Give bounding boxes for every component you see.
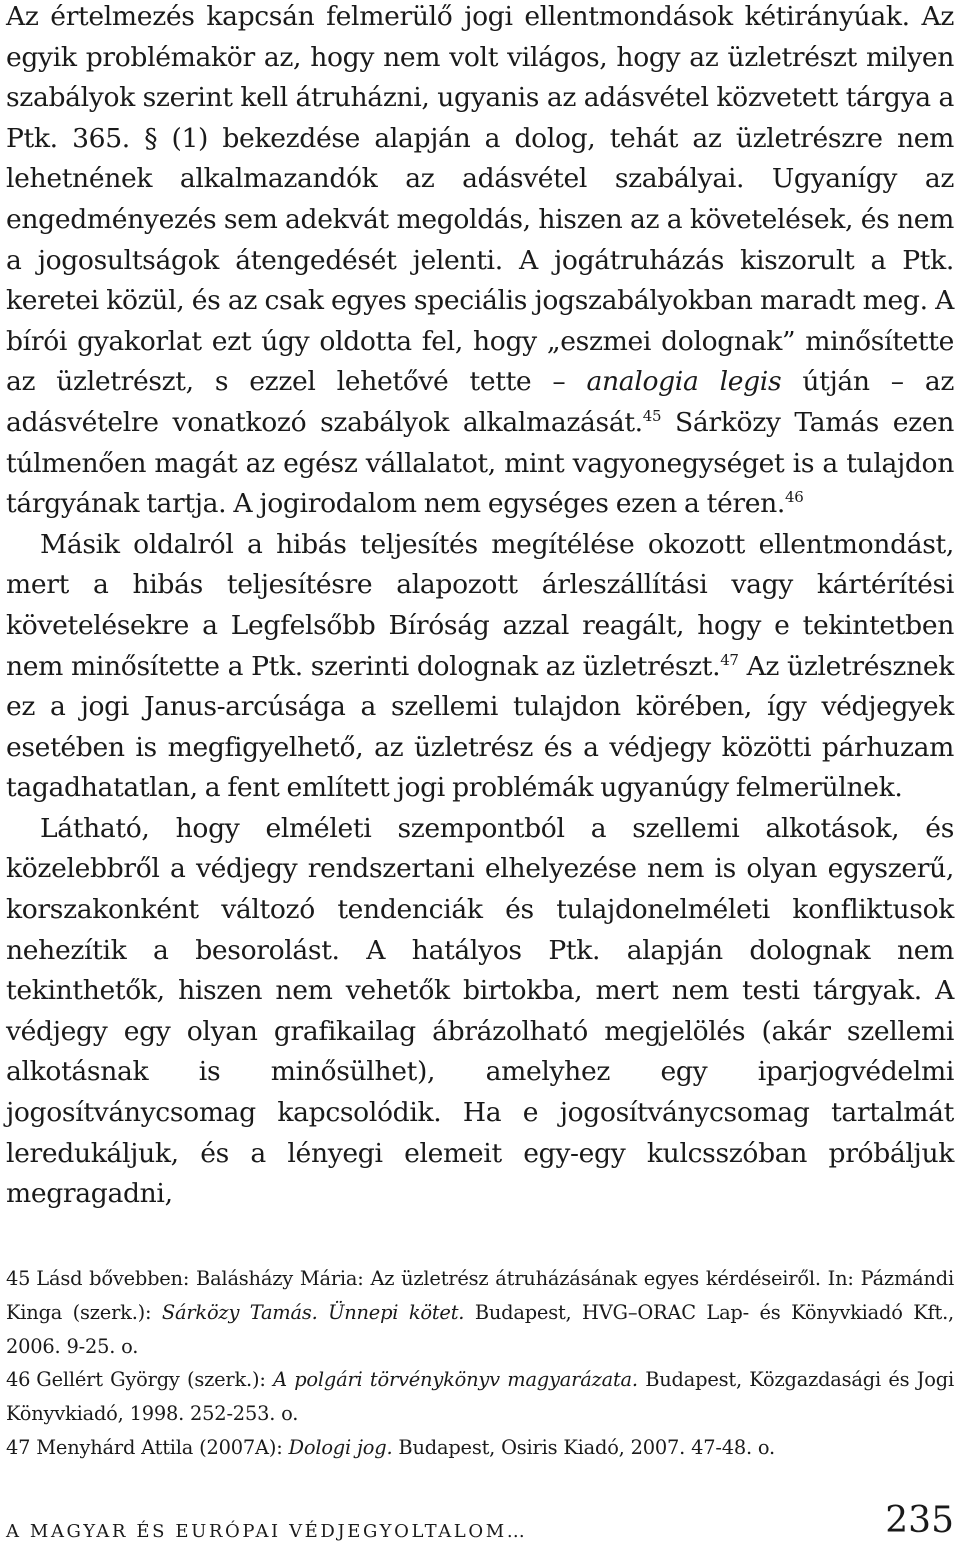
page-footer <box>6 1500 954 1550</box>
footnote-47 <box>6 1431 954 1465</box>
footnotes <box>6 1262 954 1465</box>
body-text <box>6 0 954 1215</box>
italic-term: analogia legis <box>586 366 782 398</box>
footnote-number: 45 <box>6 1267 31 1290</box>
footnote-title: Dologi jog. <box>288 1435 393 1459</box>
running-head: A MAGYAR ÉS EURÓPAI VÉDJEGYOLTALOM… <box>6 1521 528 1542</box>
footnote-title: Sárközy Tamás. Ünnepi kötet. <box>161 1300 465 1324</box>
footnote-46 <box>6 1363 954 1431</box>
footnote-text: Budapest, HVG–ORAC Lap- és Könyvkiadó Kft., 2006. 9-25. o. <box>6 1300 955 1358</box>
text-run: útján – az adásvételre vonatkozó szabályok alkalmazását. <box>6 366 955 438</box>
footnote-text: Budapest, Osiris Kiadó, 2007. 47-48. o. <box>398 1435 775 1459</box>
paragraph-1 <box>6 0 954 525</box>
footnote-text: Gellért György (szerk.): <box>36 1368 266 1392</box>
footnote-ref-46[interactable]: 46 <box>785 488 804 507</box>
paragraph-2 <box>6 525 954 809</box>
footnote-title: A polgári törvénykönyv magyarázata. <box>273 1368 638 1392</box>
footnote-text: Menyhárd Attila (2007A): <box>36 1435 283 1459</box>
paragraph-3: Látható, hogy elméleti szempontból a szellemi alkotások, és közelebbről a védjegy rendszertani elhelyezése nem is olyan egyszerű, korszakonként változó tendenciák és tulajdonelméleti konfliktusok nehezítik a besorolást. A hatályos Ptk. alapján dolognak nem tekinthetők, hiszen nem vehetők birtokba, mert nem testi tárgyak. A védjegy egy olyan grafikailag ábrázolható megjelölés (akár szellemi alkotásnak is minősülhet), amelyhez egy iparjogvédelmi jogosítványcsomag kapcsolódik. Ha e jogosítványcsomag tartalmát leredukáljuk, és a lényegi elemeit egy-egy kulcsszóban próbáljuk megragadni, <box>6 812 954 1210</box>
text-run: Az üzletrésznek ez a jogi Janus-arcúsága a szellemi tulajdon körében, így védjegyek esetében is megfigyelhető, az üzletrész és a védjegy közötti párhuzam tagadhatatlan, a fent említett jogi problémák ugyanúgy felmerülnek. <box>6 650 954 804</box>
footnote-ref-45[interactable]: 45 <box>642 407 662 426</box>
footnote-text: Budapest, Közgazdasági és Jogi Könyvkiadó, 1998. 252-253. o. <box>6 1368 954 1426</box>
text-run: Az értelmezés kapcsán felmerülő jogi ellentmondások kétirányúak. Az egyik problémakör az, hogy nem volt világos, hogy az üzletrészt milyen szabályok szerint kell átruházni, ugyanis az adásvétel közvetett tárgya a Ptk. 365. § (1) bekezdése alapján a dolog, tehát az üzletrészre nem lehetnének alkalmazandók az adásvétel szabályai. Ugyanígy az engedményezés sem adekvát megoldás, hiszen az a követelések, és nem a jogosultságok átengedését jelenti. A jogátruházás kiszorult a Ptk. keretei közül, és az csak egyes speciális jogszabályokban maradt meg. A bírói gyakorlat ezt úgy oldotta fel, hogy „eszmei dolognak” minősítette az üzletrészt, s ezzel lehetővé tette – <box>6 1 954 398</box>
page-number: 235 <box>885 1500 954 1541</box>
text-run: Másik oldalról a hibás teljesítés megítélése okozott ellentmondást, mert a hibás teljesítésre alapozott árleszállítási vagy kártérítési követelésekre a Legfelsőbb Bíróság azzal reagált, hogy e tekintetben nem minősítette a Ptk. szerinti dolognak az üzletrészt. <box>6 528 954 682</box>
footnote-number: 47 <box>6 1435 31 1459</box>
document-page <box>6 0 955 1542</box>
footnote-text: Lásd bővebben: Balásházy Mária: Az üzletrész átruházásának egyes kérdéseiről. In: Pázmándi Kinga (szerk.): <box>6 1267 954 1324</box>
footnote-number: 46 <box>6 1368 31 1392</box>
footnote-ref-47[interactable]: 47 <box>720 650 739 669</box>
footnote-45 <box>6 1262 954 1363</box>
text-run: Sárközy Tamás ezen túlmenően magát az egész vállalatot, mint vagyonegységet is a tulajdon tárgyának tartja. A jogirodalom nem egységes ezen a téren. <box>6 406 954 520</box>
